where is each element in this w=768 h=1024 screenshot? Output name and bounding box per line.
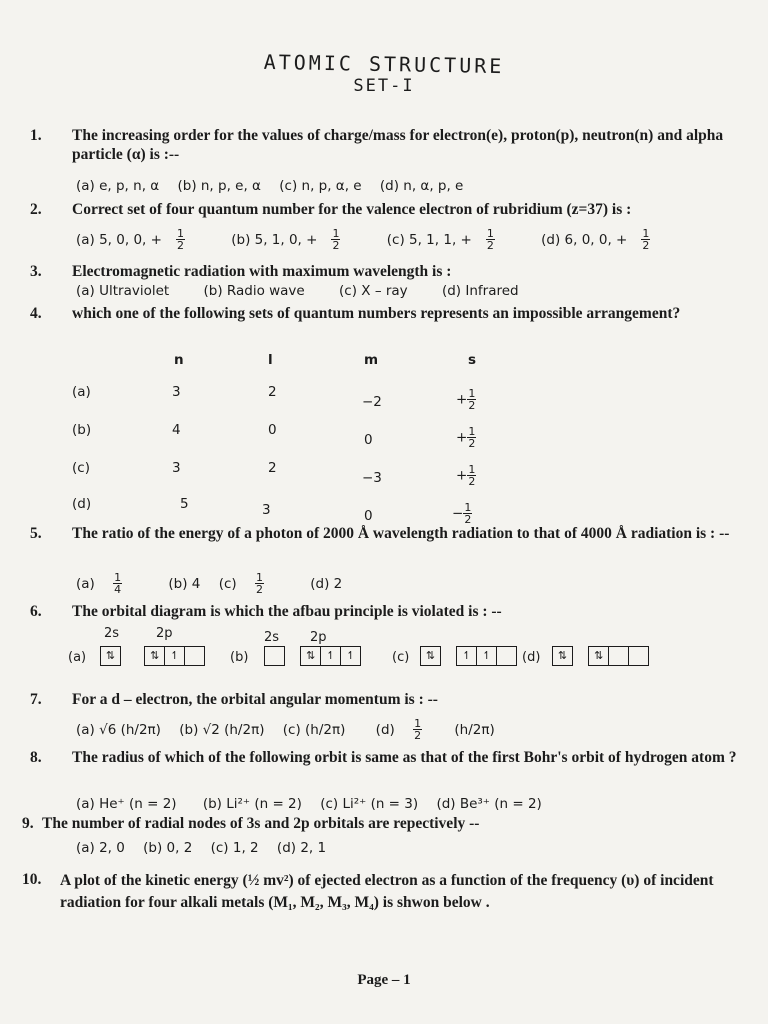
orbital-box [608,646,629,666]
option-b: (b) 5, 1, 0, + $\frac{1}{2}$ [231,227,340,252]
cell-l: 2 [268,384,277,400]
option-c: (c) X – ray [339,283,408,299]
question-2-options [76,228,756,251]
orbital-box: ⇅ [144,646,165,666]
table-header-row [72,352,512,376]
table-row [72,496,512,526]
cell-s: − $\frac{1}{2}$ [452,501,472,526]
orbital-box: ⇅ [420,646,441,666]
orbital-box [264,646,285,666]
question-number: 3. [30,263,42,280]
orbital-box: ↿ [320,646,341,666]
orbital-box: ⇅ [100,646,121,666]
question-text: For a d – electron, the orbital angular momentum is : -- [72,691,438,708]
cell-s: + $\frac{1}{2}$ [456,425,476,450]
option-b: (b) [230,650,249,665]
orbital-box: ⇅ [300,646,321,666]
question-text: The radius of which of the following orbit is same as that of the first Bohr's orbit of hydrogen atom ? [72,749,737,766]
question-text: which one of the following sets of quantum numbers represents an impossible arrangement? [72,305,681,322]
orbital-box: ↿ [340,646,361,666]
cell-s: + $\frac{1}{2}$ [456,463,476,488]
option-d: (d) 6, 0, 0, + $\frac{1}{2}$ [541,227,650,252]
cell-m: −3 [362,470,382,486]
option-a: (a) √6 (h/2π) [76,721,161,738]
table-header: s [468,352,477,368]
option-a: (a) He⁺ (n = 2) [76,796,177,812]
cell-l: 2 [268,460,277,476]
cell-n: 3 [172,460,181,476]
orbital-boxes-b [264,646,360,666]
row-label: (b) [72,422,92,438]
option-d: (d) [522,650,541,665]
question-text: The number of radial nodes of 3s and 2p orbitals are repectively -- [42,815,480,832]
option-b: (b) √2 (h/2π) [179,721,265,738]
orbital-box [496,646,517,666]
option-b: (b) 0, 2 [143,840,193,856]
table-row [72,384,512,412]
orbital-box [184,646,205,666]
cell-l: 0 [268,422,277,438]
orbital-box: ↿ [476,646,497,666]
option-a: (a) 5, 0, 0, + $\frac{1}{2}$ [76,227,184,252]
question-5-options [76,572,756,595]
orbital-box: ↿ [456,646,477,666]
question-number: 2. [30,201,42,218]
option-a: (a) [68,650,87,665]
orbital-boxes-d [552,646,648,666]
option-d: (d) $\frac{1}{2}$ (h/2π) [375,717,495,742]
option-c: (c) 1, 2 [210,840,259,856]
cell-n: 3 [172,384,181,400]
row-label: (c) [72,460,90,476]
question-text: The orbital diagram is which the afbau principle is violated is : -- [72,603,502,620]
table-row [72,422,512,450]
question-text: The increasing order for the values of charge/mass for electron(e), proton(p), neutron(n) and alpha particle (α) is :-- [72,127,724,163]
question-number: 7. [30,691,42,708]
question-number: 1. [30,127,42,144]
cell-s: + $\frac{1}{2}$ [456,387,476,412]
cell-m: 0 [364,432,373,448]
page-number: Page – 1 [357,972,411,988]
question-text: A plot of the kinetic energy (½ mv²) of ejected electron as a function of the frequency (υ) of incident radiation for four alkali metals (M₁, M₂, M₃, M₄) is shwon below . [60,872,714,911]
option-a: (a) 2, 0 [76,840,125,856]
orbital-label-2p: 2p [310,630,327,645]
orbital-boxes-c [420,646,516,666]
orbital-box: ↿ [164,646,185,666]
question-number: 4. [30,305,42,322]
question-number: 9. [22,815,34,832]
cell-l: 3 [262,502,271,518]
option-b: (b) Radio wave [203,283,305,299]
cell-n: 4 [172,422,181,438]
cell-m: 0 [364,508,373,524]
option-b: (b) Li²⁺ (n = 2) [202,796,302,812]
orbital-box: ⇅ [552,646,573,666]
question-number: 5. [30,525,42,542]
question-1-options [76,178,756,194]
option-c: (c) [392,650,410,665]
table-header: m [364,352,379,368]
orbital-box [628,646,649,666]
orbital-label-2s: 2s [104,626,120,641]
question-number: 8. [30,749,42,766]
question-3-options [76,283,756,299]
cell-n: 5 [180,496,189,512]
table-header: n [174,352,184,368]
option-d: (d) Be³⁺ (n = 2) [436,796,542,812]
question-text: Electromagnetic radiation with maximum wavelength is : [72,263,452,280]
option-d: (d) n, α, p, e [379,178,464,194]
option-d: (d) 2, 1 [276,840,327,856]
option-c: (c) (h/2π) [282,721,346,738]
table-row [72,460,512,488]
question-text: Correct set of four quantum number for the valence electron of rubridium (z=37) is : [72,201,632,218]
question-8-options [76,796,756,812]
question-number: 6. [30,603,42,620]
question-9-options [76,840,756,856]
row-label: (d) [72,496,92,512]
option-c: (c) 5, 1, 1, + $\frac{1}{2}$ [386,227,494,252]
option-c: (c) n, p, α, e [279,178,362,194]
option-a: (a) $\frac{1}{4}$ [76,571,122,596]
option-a: (a) e, p, n, α [76,178,160,194]
orbital-box: ⇅ [588,646,609,666]
cell-m: −2 [362,394,382,410]
question-text: The ratio of the energy of a photon of 2000 Å wavelength radiation to that of 4000 Å radiation is : -- [72,525,730,542]
option-c: (c) Li²⁺ (n = 3) [320,796,419,812]
page-title: ATOMIC STRUCTURE [263,49,505,79]
table-header: l [268,352,273,368]
option-a: (a) Ultraviolet [76,283,170,299]
question-number: 10. [22,871,42,888]
row-label: (a) [72,384,91,400]
option-c: (c) $\frac{1}{2}$ [218,571,263,596]
orbital-diagram-options [68,626,758,674]
page-subtitle: SET-I [353,76,415,96]
orbital-label-2s: 2s [264,630,280,645]
option-d: (d) 2 [310,575,343,592]
option-b: (b) n, p, e, α [177,178,261,194]
orbital-boxes-a [100,646,204,666]
orbital-label-2p: 2p [156,626,173,641]
option-b: (b) 4 [168,575,201,592]
question-7-options [76,718,756,741]
option-d: (d) Infrared [441,283,519,299]
